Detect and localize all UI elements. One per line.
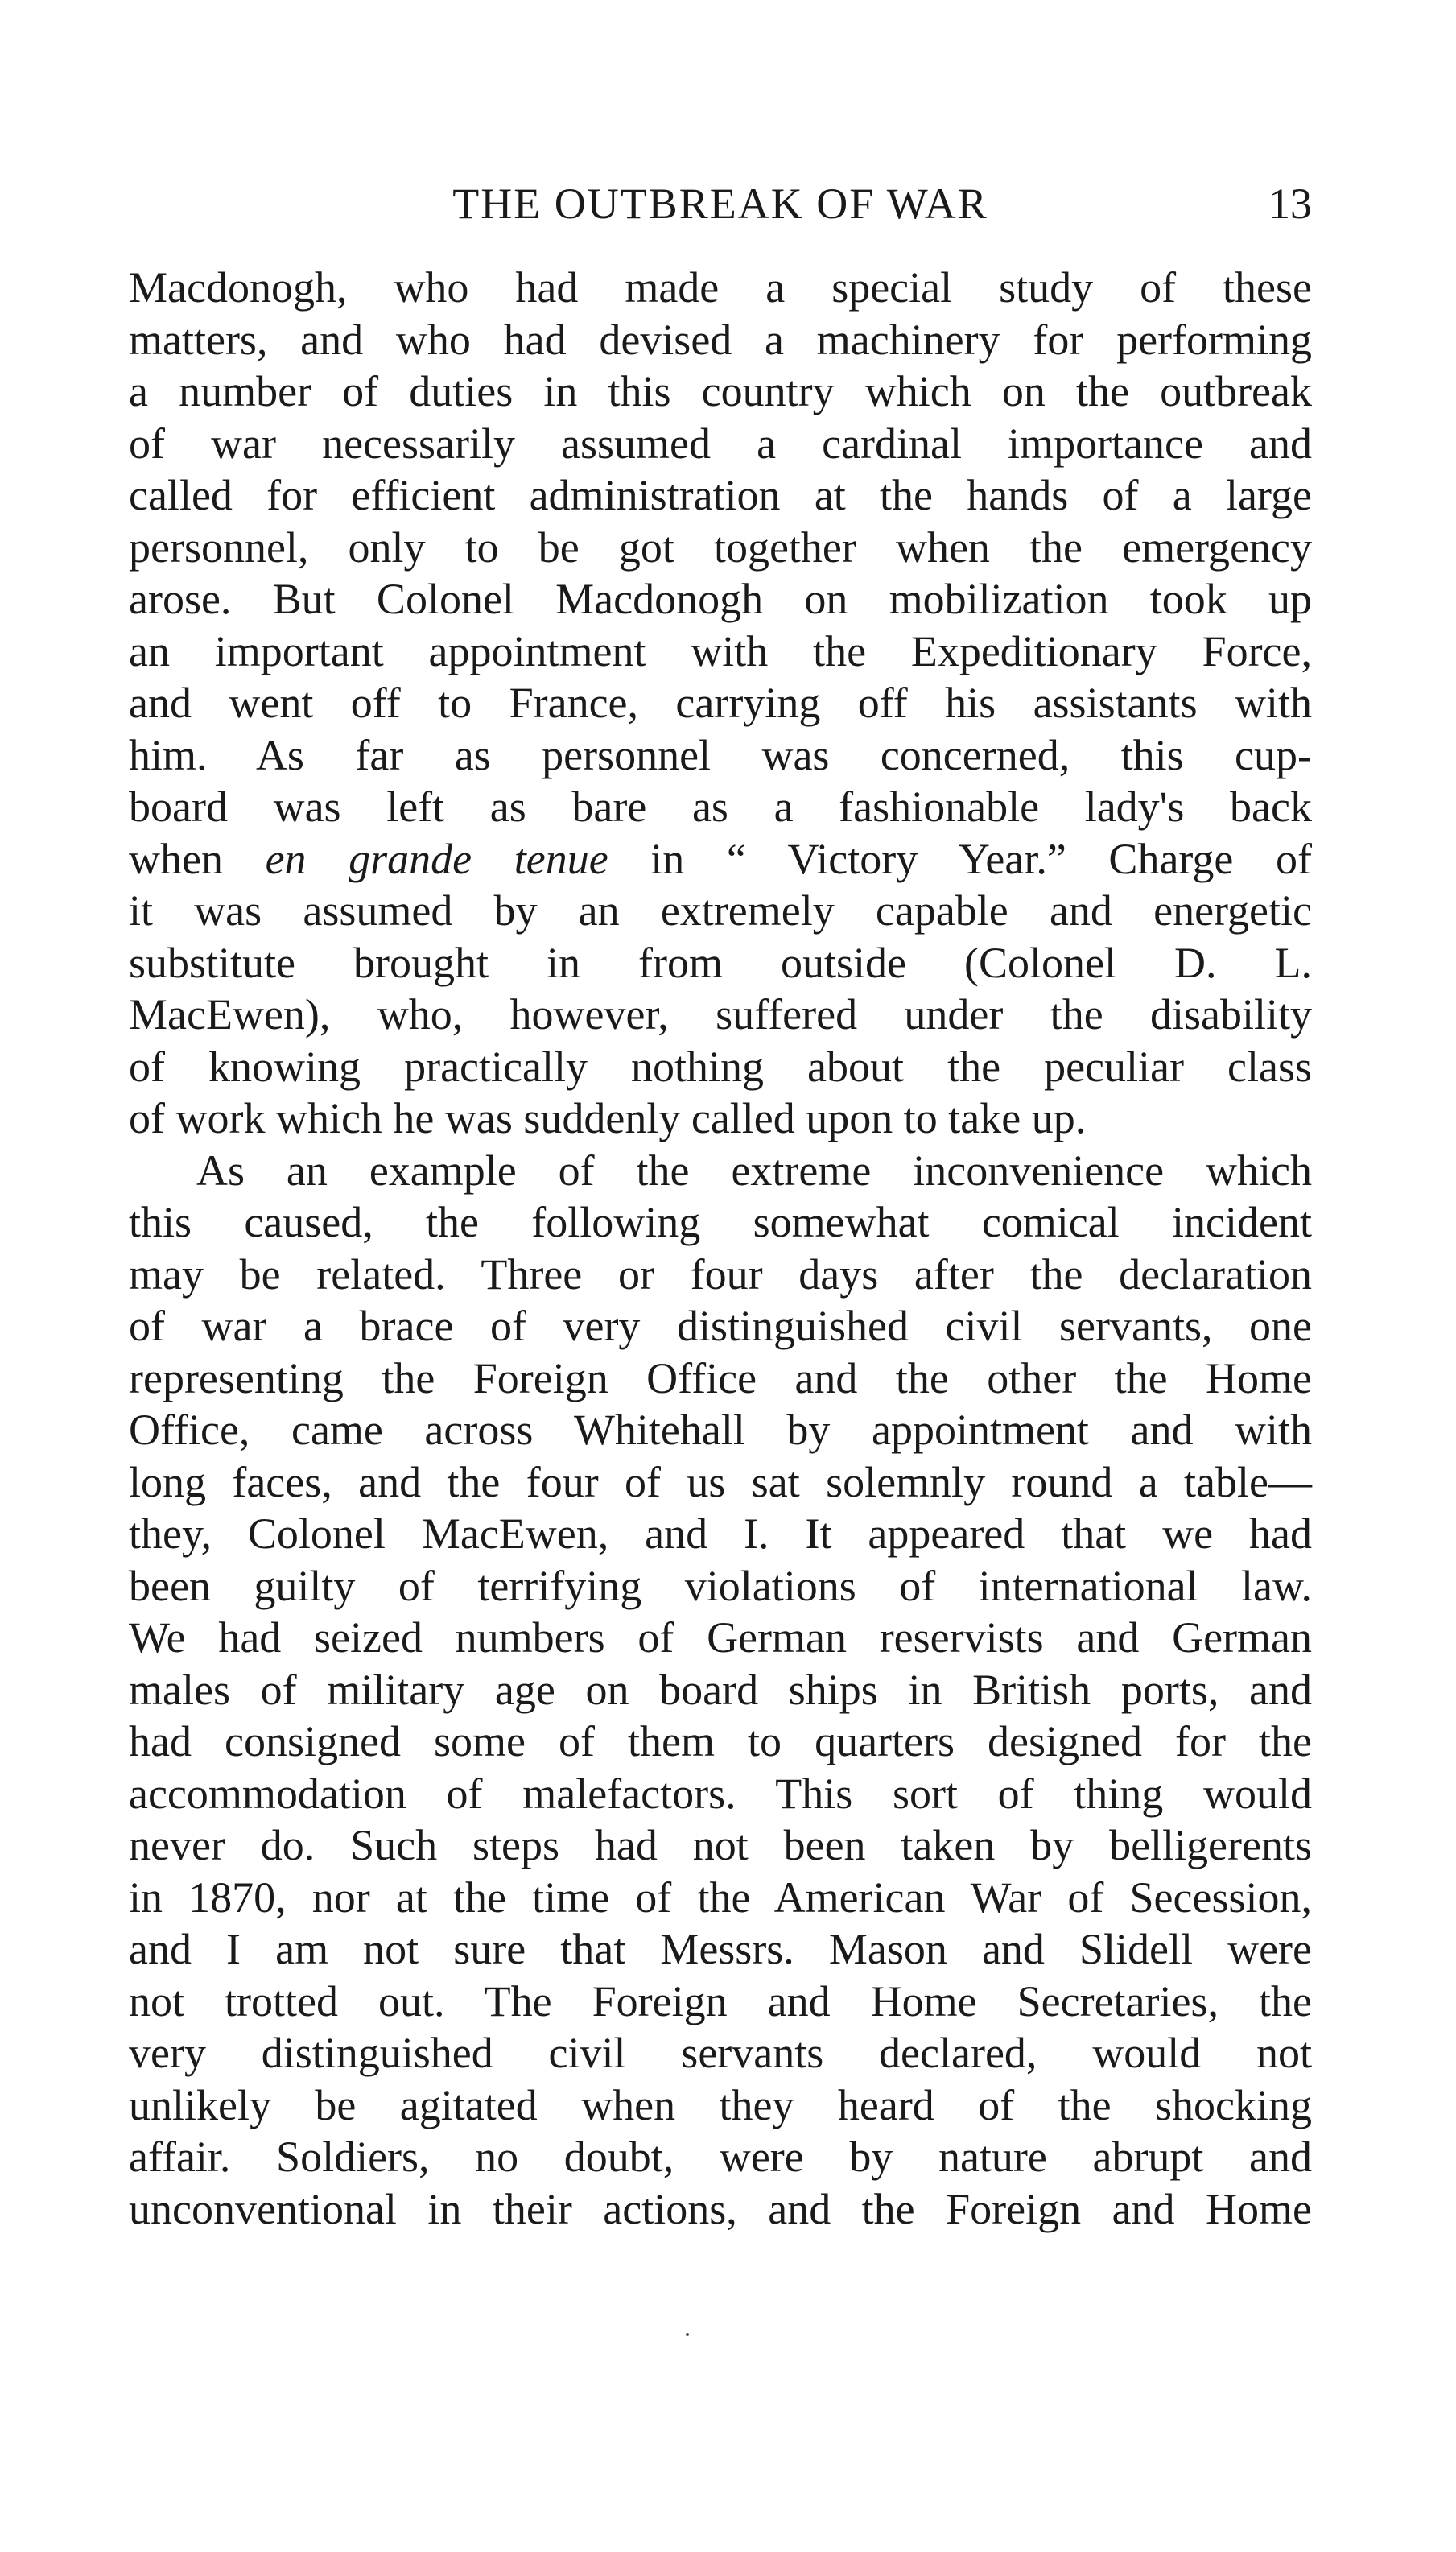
text-line: and went off to France, carrying off his assistants with [129, 679, 1312, 727]
text-line: accommodation of malefactors. This sort of thing would [129, 1769, 1312, 1818]
text-line: they, Colonel MacEwen, and I. It appeared that we had [129, 1509, 1312, 1558]
text-line: and I am not sure that Messrs. Mason and Slidell were [129, 1925, 1312, 1973]
text-line: of knowing practically nothing about the peculiar class [129, 1042, 1312, 1091]
text-line: had consigned some of them to quarters designed for the [129, 1717, 1312, 1765]
body-text [129, 262, 1312, 2235]
text-segment: when [129, 834, 266, 883]
paragraph [129, 1145, 1312, 2236]
text-line: Macdonogh, who had made a special study of these [129, 263, 1312, 312]
text-line: long faces, and the four of us sat solemnly round a table— [129, 1457, 1312, 1506]
text-line: As an example of the extreme inconvenience which [196, 1146, 1312, 1195]
text-line: of war necessarily assumed a cardinal importance and [129, 419, 1312, 468]
text-line: of work which he was suddenly called upon to take up. [129, 1094, 1087, 1142]
text-line: MacEwen), who, however, suffered under the disability [129, 990, 1312, 1039]
text-line: in 1870, nor at the time of the American War of Secession, [129, 1873, 1312, 1922]
paragraph [129, 262, 1312, 1145]
text-line: affair. Soldiers, no doubt, were by nature abrupt and [129, 2133, 1312, 2181]
italic-phrase: en grande tenue [265, 834, 608, 883]
text-line: not trotted out. The Foreign and Home Secretaries, the [129, 1976, 1312, 2025]
text-line: Office, came across Whitehall by appointment and with [129, 1406, 1312, 1454]
text-line: representing the Foreign Office and the other the Home [129, 1353, 1312, 1402]
scan-speck [686, 2333, 689, 2336]
text-line: a number of duties in this country which on the outbreak [129, 367, 1312, 415]
text-line: may be related. Three or four days after the declaration [129, 1249, 1312, 1299]
text-line: board was left as bare as a fashionable lady's back [129, 783, 1312, 831]
text-line: We had seized numbers of German reservists and German [129, 1613, 1312, 1662]
text-line [129, 833, 1312, 886]
text-line: an important appointment with the Expeditionary Force, [129, 626, 1312, 675]
page-number: 13 [1268, 180, 1312, 228]
text-line: never do. Such steps had not been taken by belligerents [129, 1821, 1312, 1869]
text-line: it was assumed by an extremely capable and energetic [129, 886, 1312, 935]
running-header [129, 176, 1312, 232]
text-line: males of military age on board ships in British ports, and [129, 1665, 1312, 1714]
text-line: personnel, only to be got together when the emergency [129, 522, 1312, 572]
text-line: of war a brace of very distinguished civil servants, one [129, 1302, 1312, 1350]
text-line: been guilty of terrifying violations of international law. [129, 1561, 1312, 1610]
text-line: called for efficient administration at the hands of a large [129, 471, 1312, 519]
text-segment: in “ Victory Year.” Charge of [608, 834, 1312, 883]
text-line: matters, and who had devised a machinery for performing [129, 315, 1312, 364]
text-line: arose. But Colonel Macdonogh on mobilization took up [129, 575, 1312, 623]
text-line: him. As far as personnel was concerned, this cup- [129, 730, 1312, 779]
text-line: very distinguished civil servants declared, would not [129, 2029, 1312, 2077]
text-line: unlikely be agitated when they heard of the shocking [129, 2080, 1312, 2129]
text-line: substitute brought in from outside (Colonel D. L. [129, 938, 1312, 987]
running-title: THE OUTBREAK OF WAR [452, 180, 988, 228]
text-line: this caused, the following somewhat comical incident [129, 1198, 1312, 1246]
text-line: unconventional in their actions, and the Foreign and Home [129, 2184, 1312, 2233]
